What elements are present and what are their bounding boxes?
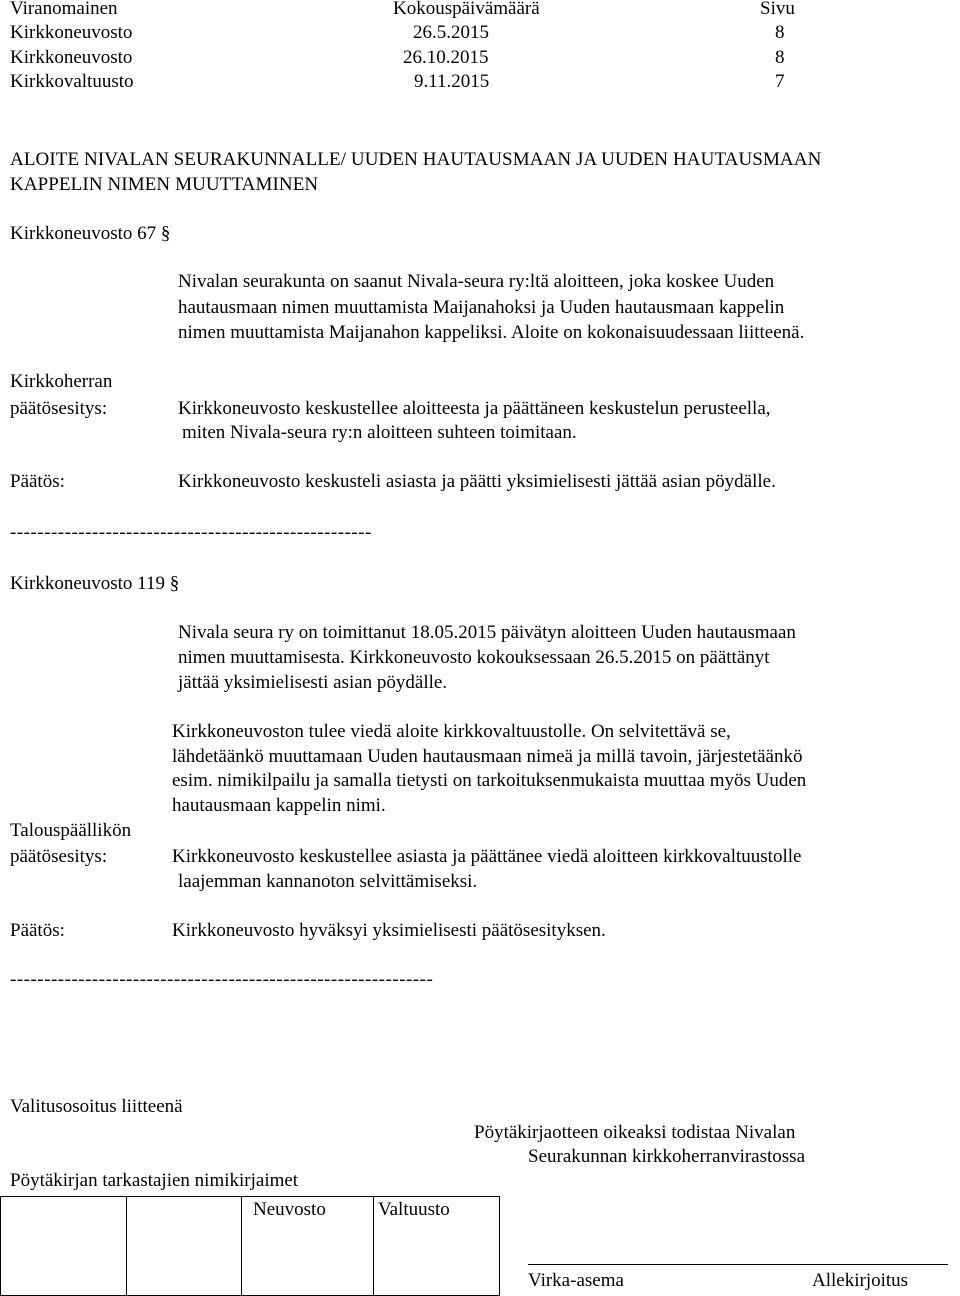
section1-proposal-label: Kirkkoherran <box>10 371 113 392</box>
section2-intro-line: jättää yksimielisesti asian pöydälle. <box>178 672 448 693</box>
header-row-body: Kirkkoneuvosto <box>10 47 133 68</box>
initials-cell-assembly <box>374 1197 500 1296</box>
section2-decision-label: Päätös: <box>10 920 65 941</box>
initials-cell <box>127 1197 242 1296</box>
header-row-date: 26.5.2015 <box>413 22 489 43</box>
section2-decision: Kirkkoneuvosto hyväksyi yksimielisesti päätösesityksen. <box>172 920 606 941</box>
section2-para2-line: hautausmaan kappelin nimi. <box>172 795 386 816</box>
header-row-page: 7 <box>775 71 785 92</box>
section2-para2-line: esim. nimikilpailu ja samalla tietysti on tarkoituksenmukaista muuttaa myös Uuden <box>172 770 807 791</box>
header-label-date: Kokouspäivämäärä <box>393 0 540 19</box>
section1-intro-line: nimen muuttamista Maijanahon kappeliksi. Aloite on kokonaisuudessaan liitteenä. <box>178 322 805 343</box>
document-title-line1: ALOITE NIVALAN SEURAKUNNALLE/ UUDEN HAUTAUSMAAN JA UUDEN HAUTAUSMAAN <box>10 149 822 170</box>
section2-proposal-label: Talouspäällikön <box>10 820 132 841</box>
inspectors-initials-label: Pöytäkirjan tarkastajien nimikirjaimet <box>10 1170 299 1191</box>
section2-proposal-line: Kirkkoneuvosto keskustellee asiasta ja päättänee viedä aloitteen kirkkovaltuustolle <box>172 846 802 867</box>
section1-decision: Kirkkoneuvosto keskusteli asiasta ja päätti yksimielisesti jättää asian pöydälle. <box>178 471 776 492</box>
section2-intro-line: Nivala seura ry on toimittanut 18.05.2015 päivätyn aloitteen Uuden hautausmaan <box>178 622 796 643</box>
section2-para2-line: lähdetäänkö muuttamaan Uuden hautausmaan nimeä ja millä tavoin, järjestetäänkö <box>172 746 803 767</box>
signature-title-label: Virka-asema <box>528 1270 624 1291</box>
separator-line: -------------------------------------------------------------- <box>10 969 434 990</box>
initials-table <box>0 1196 500 1296</box>
header-label-page: Sivu <box>760 0 795 19</box>
initials-col-assembly: Valtuusto <box>378 1199 450 1220</box>
document-title-line2: KAPPELIN NIMEN MUUTTAMINEN <box>10 174 319 195</box>
header-row-date: 26.10.2015 <box>403 47 489 68</box>
section2-para2-line: Kirkkoneuvoston tulee viedä aloite kirkkovaltuustolle. On selvitettävä se, <box>172 721 731 742</box>
separator-line: ----------------------------------------------------- <box>10 522 372 543</box>
signature-label: Allekirjoitus <box>812 1270 909 1291</box>
section1-intro-line: Nivalan seurakunta on saanut Nivala-seura ry:ltä aloitteen, joka koskee Uuden <box>178 271 775 292</box>
header-row-body: Kirkkovaltuusto <box>10 71 134 92</box>
section2-proposal-line: laajemman kannanoton selvittämiseksi. <box>178 871 478 892</box>
section2-proposal-label: päätösesitys: <box>10 846 108 867</box>
header-row-page: 8 <box>775 22 785 43</box>
signature-line <box>528 1264 948 1265</box>
section1-proposal-label: päätösesitys: <box>10 398 108 419</box>
section1-proposal-line: Kirkkoneuvosto keskustellee aloitteesta ja päättäneen keskustelun perusteella, <box>178 398 771 419</box>
header-row-page: 8 <box>775 47 785 68</box>
section2-heading: Kirkkoneuvosto 119 § <box>10 573 180 594</box>
appeal-notice: Valitusosoitus liitteenä <box>10 1096 183 1117</box>
section1-intro-line: hautausmaan nimen muuttamista Maijanahoksi ja Uuden hautausmaan kappelin <box>178 297 785 318</box>
header-label-authority: Viranomainen <box>10 0 118 19</box>
section1-decision-label: Päätös: <box>10 471 65 492</box>
section1-heading: Kirkkoneuvosto 67 § <box>10 223 171 244</box>
initials-col-council: Neuvosto <box>253 1199 326 1220</box>
header-row-date: 9.11.2015 <box>414 71 490 92</box>
certification-line1: Pöytäkirjaotteen oikeaksi todistaa Nivalan <box>474 1122 796 1143</box>
section1-proposal-line: miten Nivala-seura ry:n aloitteen suhteen toimitaan. <box>182 422 577 443</box>
section2-intro-line: nimen muuttamisesta. Kirkkoneuvosto kokouksessaan 26.5.2015 on päättänyt <box>178 647 770 668</box>
initials-cell-council <box>242 1197 374 1296</box>
certification-line2: Seurakunnan kirkkoherranvirastossa <box>528 1146 806 1167</box>
header-row-body: Kirkkoneuvosto <box>10 22 133 43</box>
initials-cell <box>1 1197 127 1296</box>
